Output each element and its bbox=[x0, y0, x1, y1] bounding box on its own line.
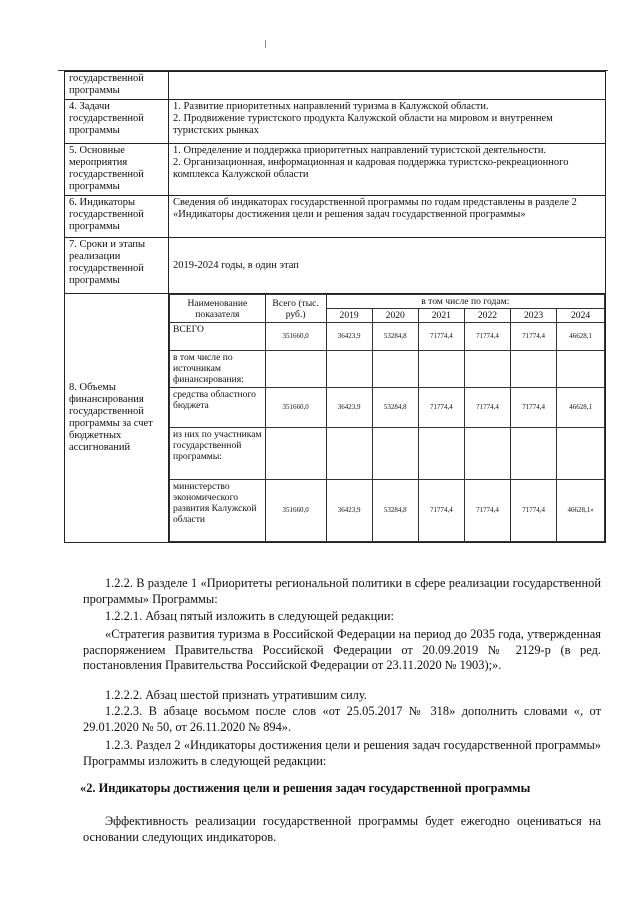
row-label: государственной программы bbox=[65, 72, 169, 100]
finance-value bbox=[418, 351, 464, 388]
finance-value: 46628,1 bbox=[557, 388, 605, 428]
finance-value bbox=[511, 428, 557, 480]
col-header-name: Наименование показателя bbox=[170, 295, 266, 323]
finance-total: 351660,0 bbox=[265, 480, 326, 542]
section-heading: «2. Индикаторы достижения цели и решения задач государственной программы bbox=[80, 781, 531, 795]
finance-value: 71774,4 bbox=[511, 323, 557, 351]
finance-value: 46628,1 bbox=[557, 323, 605, 351]
year-header: 2019 bbox=[326, 309, 372, 323]
finance-value: 71774,4 bbox=[418, 323, 464, 351]
finance-value: 46628,1» bbox=[557, 480, 605, 542]
finance-value: 53284,8 bbox=[372, 480, 418, 542]
passport-table bbox=[64, 71, 606, 543]
finance-value: 71774,4 bbox=[511, 480, 557, 542]
finance-value: 53284,8 bbox=[372, 323, 418, 351]
finance-value: 71774,4 bbox=[464, 323, 510, 351]
row-label: 4. Задачи государственной программы bbox=[65, 100, 169, 144]
activity-item: 2. Организационная, информационная и кадровая поддержка туристско-рекреационного комплекса Калужской области bbox=[173, 157, 569, 180]
finance-value bbox=[326, 428, 372, 480]
finance-value: 36423,9 bbox=[326, 323, 372, 351]
year-header: 2022 bbox=[464, 309, 510, 323]
paragraph: 1.2.2.3. В абзаце восьмом после слов «от 25.05.2017 № 318» дополнить словами «, от 29.01.2020 № 50, от 26.11.2020 № 894». bbox=[83, 704, 601, 734]
finance-row bbox=[170, 323, 605, 351]
row-value bbox=[169, 144, 606, 196]
finance-row-name: в том числе по источникам финансирования: bbox=[170, 351, 266, 388]
year-header: 2023 bbox=[511, 309, 557, 323]
year-header: 2020 bbox=[372, 309, 418, 323]
finance-total bbox=[265, 428, 326, 480]
year-header: 2024 bbox=[557, 309, 605, 323]
table-row bbox=[65, 100, 606, 144]
finance-value: 36423,9 bbox=[326, 388, 372, 428]
finance-value: 71774,4 bbox=[464, 388, 510, 428]
row-value bbox=[169, 72, 606, 100]
finance-row bbox=[170, 351, 605, 388]
finance-row-name: министерство экономического развития Калужской области bbox=[170, 480, 266, 542]
row-value: 2019-2024 годы, в один этап bbox=[169, 238, 606, 294]
finance-value bbox=[557, 351, 605, 388]
row-label: 5. Основные мероприятия государственной программы bbox=[65, 144, 169, 196]
finance-value bbox=[557, 428, 605, 480]
finance-total: 351660,0 bbox=[265, 388, 326, 428]
finance-value bbox=[418, 428, 464, 480]
finance-value bbox=[464, 351, 510, 388]
finance-value bbox=[372, 351, 418, 388]
col-header-total: Всего (тыс. руб.) bbox=[265, 295, 326, 323]
table-row bbox=[65, 294, 606, 543]
col-header-years: в том числе по годам: bbox=[326, 295, 604, 309]
paragraph: 1.2.2.1. Абзац пятый изложить в следующей редакции: bbox=[105, 609, 394, 623]
activity-item: 1. Определение и поддержка приоритетных направлений туристской деятельности. bbox=[173, 145, 547, 156]
finance-cell bbox=[169, 294, 606, 543]
finance-value bbox=[372, 428, 418, 480]
table-row bbox=[65, 72, 606, 100]
finance-value: 71774,4 bbox=[418, 388, 464, 428]
row-label: 7. Сроки и этапы реализации государственной программы bbox=[65, 238, 169, 294]
row-value bbox=[169, 100, 606, 144]
row-value: Сведения об индикаторах государственной программы по годам представлены в разделе 2 «Индикаторы достижения цели и решения задач государственной программы» bbox=[169, 196, 606, 238]
row-label: 8. Объемы финансирования государственной программы за счет бюджетных ассигнований bbox=[65, 294, 169, 543]
finance-row-name: средства областного бюджета bbox=[170, 388, 266, 428]
year-header: 2021 bbox=[418, 309, 464, 323]
row-label: 6. Индикаторы государственной программы bbox=[65, 196, 169, 238]
finance-value: 71774,4 bbox=[418, 480, 464, 542]
table-row bbox=[65, 238, 606, 294]
paragraph: 1.2.3. Раздел 2 «Индикаторы достижения цели и решения задач государственной программы» Программы изложить в следующей редакции: bbox=[83, 738, 601, 768]
finance-table bbox=[169, 294, 605, 542]
table-row bbox=[65, 196, 606, 238]
table-row bbox=[65, 144, 606, 196]
task-item: 2. Продвижение туристского продукта Калужской области на мировом и внутреннем туристских рынках bbox=[173, 113, 553, 136]
finance-value: 71774,4 bbox=[511, 388, 557, 428]
task-item: 1. Развитие приоритетных направлений туризма в Калужской области. bbox=[173, 101, 489, 112]
finance-value bbox=[326, 351, 372, 388]
finance-total: 351660,0 bbox=[265, 323, 326, 351]
paragraph: 1.2.2.2. Абзац шестой признать утратившим силу. bbox=[105, 688, 367, 702]
finance-row-name: ВСЕГО bbox=[170, 323, 266, 351]
finance-row bbox=[170, 428, 605, 480]
finance-row bbox=[170, 388, 605, 428]
finance-row bbox=[170, 480, 605, 542]
finance-value: 53284,8 bbox=[372, 388, 418, 428]
finance-value bbox=[511, 351, 557, 388]
paragraph: «Стратегия развития туризма в Российской Федерации на период до 2035 года, утвержденная распоряжением Правительства Российской Федерации от 20.09.2019 № 2129-р (в ред. постановления Правительства Российской Федерации от 23.11.2020 № 1903);». bbox=[83, 627, 601, 672]
finance-value: 71774,4 bbox=[464, 480, 510, 542]
paragraph: 1.2.2. В разделе 1 «Приоритеты региональной политики в сфере реализации государственной программы» Программы: bbox=[83, 576, 601, 606]
paragraph: Эффективность реализации государственной программы будет ежегодно оцениваться на основании следующих индикаторов. bbox=[83, 814, 601, 844]
finance-row-name: из них по участникам государственной программы: bbox=[170, 428, 266, 480]
finance-total bbox=[265, 351, 326, 388]
finance-value bbox=[464, 428, 510, 480]
page-mark bbox=[265, 40, 266, 48]
finance-value: 36423,9 bbox=[326, 480, 372, 542]
